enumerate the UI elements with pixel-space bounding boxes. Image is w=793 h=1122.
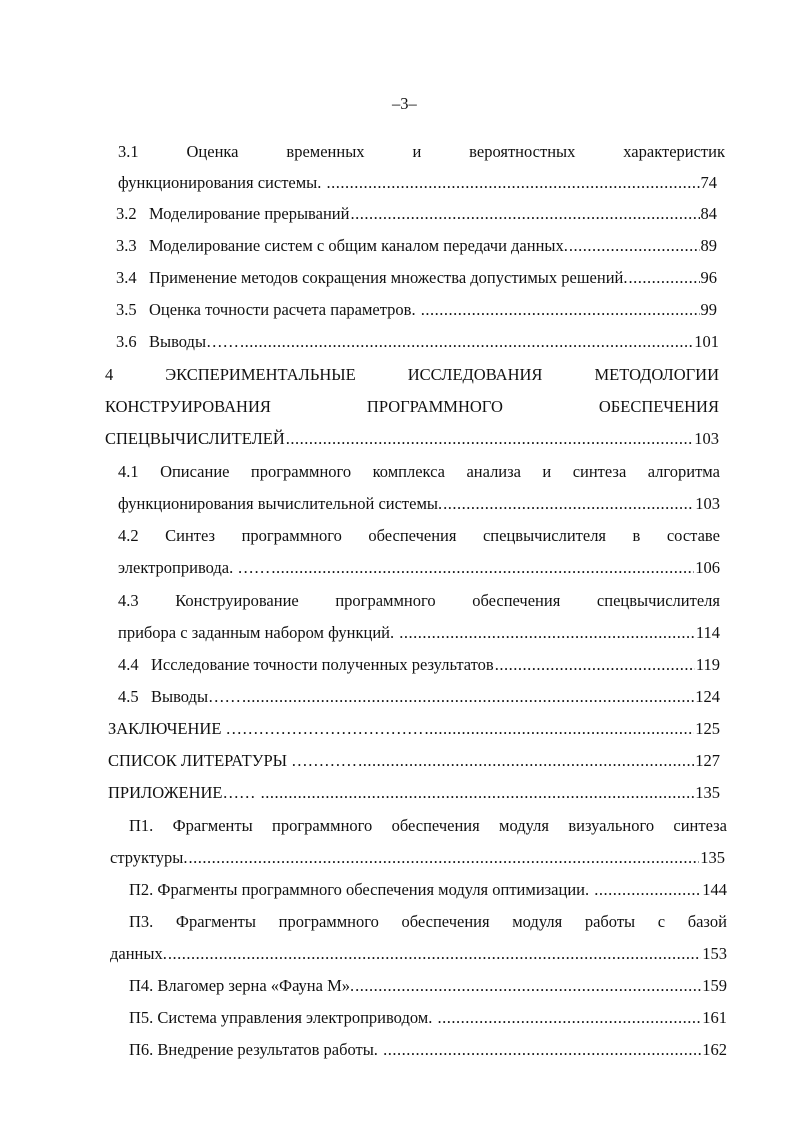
word: анализа: [466, 462, 521, 481]
page-ref: 103: [694, 429, 719, 448]
entry-title: структуры.: [110, 848, 188, 867]
word: комплекса: [372, 462, 446, 481]
word: ПРОГРАММНОГО: [366, 397, 503, 416]
leader-dots: [495, 654, 695, 676]
toc-entry-4-4: [118, 654, 720, 676]
word: программного: [250, 462, 352, 481]
toc-entry-p1: [110, 847, 725, 869]
leader-dots: [355, 975, 701, 997]
page-ref: 119: [695, 655, 720, 674]
word: обеспечения: [391, 816, 480, 835]
entry-title: 4.5 Выводы……: [118, 687, 242, 706]
entry-title: прибора с заданным набором функций.: [118, 623, 399, 642]
word: Фрагменты: [172, 816, 253, 835]
word: Синтез: [165, 526, 216, 545]
leader-dots: [242, 686, 694, 708]
entry-title: данных.: [110, 944, 167, 963]
entry-title: функционирования системы.: [118, 173, 326, 192]
page-ref: 89: [700, 236, 717, 255]
word: МЕТОДОЛОГИИ: [594, 365, 719, 384]
toc-p3-heading-line: [129, 911, 727, 933]
toc-p1-heading-line: [129, 815, 727, 837]
word: Фрагменты: [175, 912, 256, 931]
word: временных: [286, 142, 365, 161]
entry-title: СПЕЦВЫЧИСЛИТЕЛЕЙ: [105, 429, 285, 448]
leader-dots: [189, 847, 700, 869]
toc-entry-3-4: [116, 267, 717, 289]
toc-entry-conclusion: [108, 718, 720, 740]
word: программного: [272, 816, 373, 835]
toc-entry-literature: [108, 750, 720, 772]
entry-title: 3.5 Оценка точности расчета параметров.: [116, 300, 420, 319]
word: Оценка: [186, 142, 239, 161]
entry-title: П4. Влагомер зерна «Фауна М».: [129, 976, 355, 995]
page-ref: 162: [702, 1040, 727, 1059]
page-ref: 135: [700, 848, 725, 867]
word: Конструирование: [175, 591, 299, 610]
toc-entry-p4: [129, 975, 727, 997]
leader-dots: [358, 750, 694, 772]
leader-dots: [383, 1039, 701, 1061]
leader-dots: [569, 235, 700, 257]
entry-title: 3.4 Применение методов сокращения множества допустимых решений.: [116, 268, 628, 287]
page-ref: 103: [695, 494, 720, 513]
word: спецвычислителя: [596, 591, 720, 610]
word: П1.: [129, 816, 154, 835]
page-ref: 114: [695, 623, 720, 642]
entry-title: П5. Система управления электроприводом.: [129, 1008, 437, 1027]
word: и: [542, 462, 552, 481]
word: составе: [666, 526, 720, 545]
page-ref: 96: [700, 268, 717, 287]
word: работы: [584, 912, 636, 931]
toc-entry-4-2: [118, 557, 720, 579]
leader-dots: [594, 879, 701, 901]
word: 4.3: [118, 591, 139, 610]
entry-title: 4.4 Исследование точности полученных результатов: [118, 655, 494, 674]
word: КОНСТРУИРОВАНИЯ: [105, 397, 271, 416]
toc-entry-p3: [110, 943, 727, 965]
word: программного: [335, 591, 436, 610]
toc-entry-p5: [129, 1007, 727, 1029]
page-ref: 125: [695, 719, 720, 738]
page-ref: 135: [695, 783, 720, 802]
word: модуля: [499, 816, 549, 835]
toc-entry-3-2: [116, 203, 717, 225]
entry-title: П6. Внедрение результатов работы.: [129, 1040, 383, 1059]
toc-3-1-heading-line: [118, 141, 725, 163]
leader-dots: [286, 428, 693, 450]
page-ref: 84: [700, 204, 717, 223]
entry-title: ЗАКЛЮЧЕНИЕ ………………………………: [108, 719, 424, 738]
leader-dots: [350, 203, 699, 225]
page-ref: 161: [702, 1008, 727, 1027]
word: Описание: [160, 462, 230, 481]
page-ref: 153: [702, 944, 727, 963]
word: синтеза: [673, 816, 727, 835]
word: характеристик: [623, 142, 725, 161]
leader-dots: [421, 299, 700, 321]
word: в: [632, 526, 641, 545]
toc-entry-appendix: [108, 782, 720, 804]
word: 3.1: [118, 142, 139, 161]
toc-entry-4-3: [118, 622, 720, 644]
entry-title: СПИСОК ЛИТЕРАТУРЫ …………: [108, 751, 358, 770]
entry-title: электропривода. ……: [118, 558, 271, 577]
toc-chapter-4: [105, 428, 719, 450]
leader-dots: [425, 718, 695, 740]
word: и: [412, 142, 422, 161]
word: спецвычислителя: [482, 526, 607, 545]
toc-4-1-heading-line: [118, 461, 720, 483]
toc-entry-3-5: [116, 299, 717, 321]
toc-entry-3-1: [118, 172, 717, 194]
toc-chapter-4-line-2: [105, 396, 719, 418]
word: обеспечения: [368, 526, 457, 545]
entry-title: 3.3 Моделирование систем с общим каналом передачи данных.: [116, 236, 568, 255]
toc-entry-3-6: [116, 331, 719, 353]
leader-dots: [327, 172, 700, 194]
leader-dots: [437, 1007, 701, 1029]
toc-4-2-heading-line: [118, 525, 720, 547]
page-ref: 74: [700, 173, 717, 192]
leader-dots: [240, 331, 693, 353]
word: обеспечения: [401, 912, 490, 931]
entry-title: 3.2 Моделирование прерываний: [116, 204, 350, 223]
leader-dots: [628, 267, 699, 289]
entry-title: функционирования вычислительной системы.: [118, 494, 443, 513]
word: ОБЕСПЕЧЕНИЯ: [598, 397, 719, 416]
word: обеспечения: [472, 591, 561, 610]
leader-dots: [168, 943, 701, 965]
word: модуля: [512, 912, 563, 931]
page-ref: 127: [695, 751, 720, 770]
word: базой: [687, 912, 727, 931]
entry-title: ПРИЛОЖЕНИЕ……: [108, 783, 260, 802]
page-ref: 159: [702, 976, 727, 995]
word: 4.2: [118, 526, 139, 545]
toc-entry-3-3: [116, 235, 717, 257]
word: программного: [241, 526, 342, 545]
toc-entry-4-5: [118, 686, 720, 708]
toc-4-3-heading-line: [118, 590, 720, 612]
toc-entry-p6: [129, 1039, 727, 1061]
page-ref: 101: [694, 332, 719, 351]
toc-entry-4-1: [118, 493, 720, 515]
word: синтеза: [572, 462, 627, 481]
word: с: [657, 912, 666, 931]
word: визуального: [568, 816, 655, 835]
leader-dots: [271, 557, 694, 579]
page-ref: 124: [695, 687, 720, 706]
word: П3.: [129, 912, 154, 931]
word: алгоритма: [647, 462, 720, 481]
word: 4: [105, 365, 114, 384]
word: 4.1: [118, 462, 139, 481]
word: ЭКСПЕРИМЕНТАЛЬНЫЕ: [165, 365, 356, 384]
leader-dots: [261, 782, 695, 804]
entry-title: П2. Фрагменты программного обеспечения модуля оптимизации.: [129, 880, 594, 899]
word: вероятностных: [469, 142, 576, 161]
leader-dots: [399, 622, 695, 644]
page-ref: 144: [702, 880, 727, 899]
word: ИССЛЕДОВАНИЯ: [407, 365, 543, 384]
toc-entry-p2: [129, 879, 727, 901]
page-ref: 106: [695, 558, 720, 577]
entry-title: 3.6 Выводы……: [116, 332, 240, 351]
leader-dots: [443, 493, 694, 515]
toc-chapter-4-line-1: [105, 364, 719, 386]
page-ref: 99: [700, 300, 717, 319]
word: программного: [278, 912, 379, 931]
page-number: –3–: [392, 94, 417, 113]
